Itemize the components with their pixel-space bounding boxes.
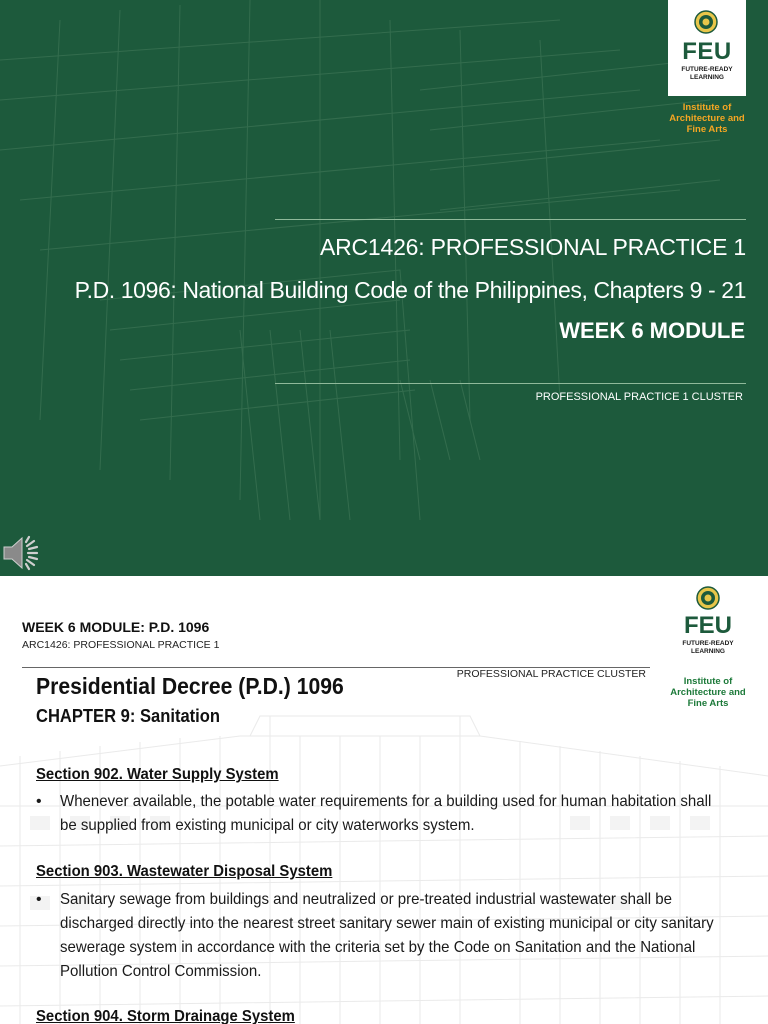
slide-title: Presidential Decree (P.D.) 1096 [36,673,344,699]
feu-seal-icon [694,10,718,34]
content-slide [0,576,768,1024]
bullet-icon: • [36,891,42,908]
chapter-heading: CHAPTER 9: Sanitation [36,706,221,726]
speaker-icon[interactable] [2,533,42,573]
feu-wordmark: FEU [684,612,732,639]
feu-logo [668,0,746,96]
slide-subtitle: P.D. 1096: National Building Code of the Philippines, Chapters 9 - 21 [74,277,746,303]
institute-label: Institute of Architecture and Fine Arts [669,102,745,135]
feu-seal-icon [696,586,720,610]
section-heading: Section 903. Wastewater Disposal System [36,863,333,880]
list-item [36,888,726,984]
bullet-text: Sanitary sewage from buildings and neutralized or pre-treated industrial wastewater shall be discharged directly into the nearest street sanitary sewer main of existing municipal or city sanitary sewerage system in accordance with the criteria set by the Code on Sanitation and the National Pollution Control Commission. [60,891,714,980]
bullet-icon: • [36,793,42,810]
course-title: ARC1426: PROFESSIONAL PRACTICE 1 [319,234,746,260]
section-heading: Section 902. Water Supply System [36,766,279,783]
feu-wordmark: FEU [682,38,732,65]
slide-header-subtitle: ARC1426: PROFESSIONAL PRACTICE 1 [22,639,220,651]
bottom-divider [275,383,746,384]
section-heading: Section 904. Storm Drainage System [36,1008,295,1024]
feu-tagline: FUTURE-READY LEARNING [681,66,733,81]
feu-logo [672,584,742,674]
cluster-label: PROFESSIONAL PRACTICE 1 CLUSTER [535,391,743,403]
cluster-label: PROFESSIONAL PRACTICE CLUSTER [456,668,646,680]
bullet-text: Whenever available, the potable water requirements for a building used for human habitation shall be supplied from existing municipal or city waterworks system. [60,793,712,834]
feu-tagline: FUTURE-READY LEARNING [682,640,734,655]
slide-header-title: WEEK 6 MODULE: P.D. 1096 [22,619,210,635]
list-item [36,790,726,838]
module-label: WEEK 6 MODULE [559,318,745,343]
institute-label: Institute of Architecture and Fine Arts [670,676,746,709]
top-divider [275,219,746,220]
